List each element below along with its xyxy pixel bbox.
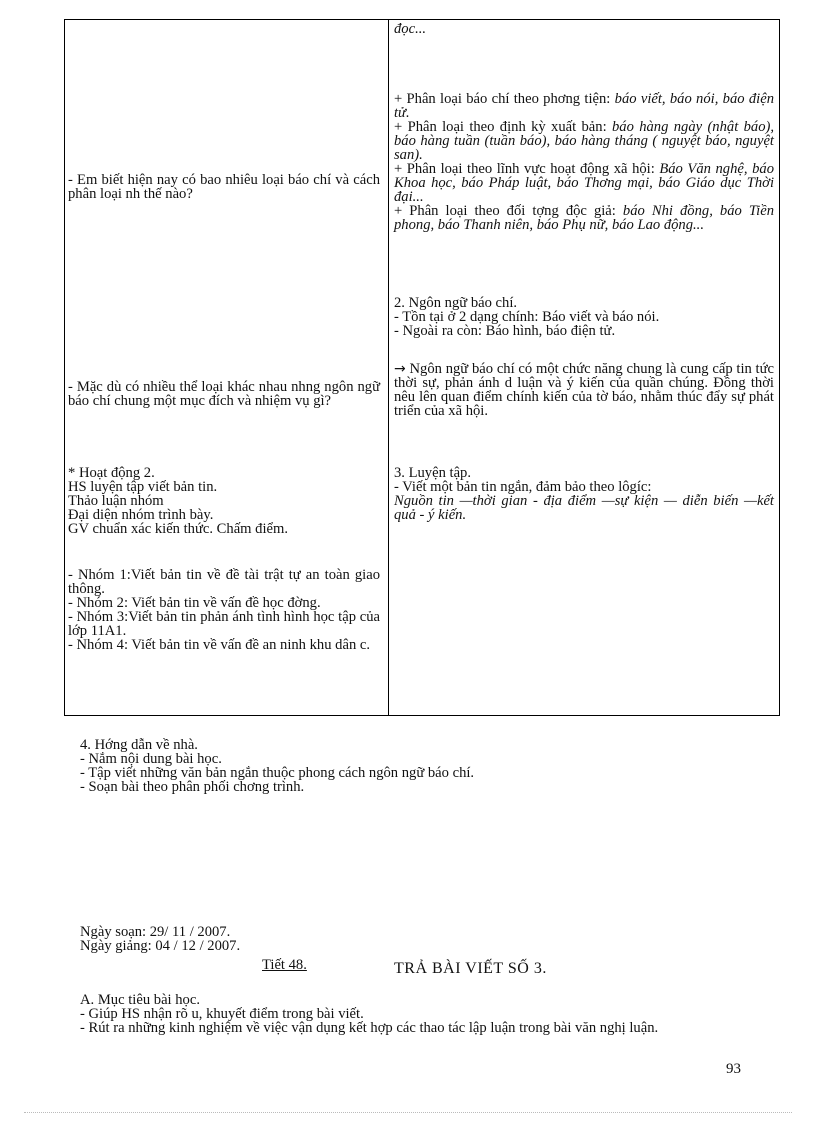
classification-field: + Phân loại theo lĩnh vực hoạt động xã hội: Báo Văn nghệ, báo Khoa học, báo Pháp luật, báo Thơng mại, báo Giáo dục Thời đại... bbox=[394, 161, 774, 205]
table-column-divider bbox=[388, 19, 389, 716]
page-bottom-border bbox=[24, 1112, 792, 1113]
question-newspaper-types: - Em biết hiện nay có bao nhiêu loại báo chí và cách phân loại nh thế nào? bbox=[68, 172, 380, 202]
section-2-title: 2. Ngôn ngữ báo chí. bbox=[394, 295, 518, 311]
lesson-number: Tiết 48. bbox=[262, 957, 307, 973]
goals-title: A. Mục tiêu bài học. bbox=[80, 992, 200, 1008]
list-item: - Tập viết những văn bản ngắn thuộc phong cách ngôn ngữ báo chí. bbox=[80, 765, 475, 781]
list-item: - Soạn bài theo phân phối chơng trình. bbox=[80, 779, 305, 795]
section-3-practice bbox=[394, 466, 774, 522]
lesson-title: TRẢ BÀI VIẾT SỐ 3. bbox=[394, 960, 547, 977]
homework-title: 4. Hớng dẫn về nhà. bbox=[80, 737, 198, 753]
list-item: - Giúp HS nhận rõ u, khuyết điểm trong bài viết. bbox=[80, 1006, 364, 1022]
list-item: - Nhóm 3:Viết bản tin phản ánh tình hình học tập của lớp 11A1. bbox=[68, 609, 380, 639]
classification-frequency: + Phân loại theo định kỳ xuất bản: báo hàng ngày (nhật báo), báo hàng tuần (tuần báo), báo hàng tháng ( nguyệt báo, nguyệt san). bbox=[394, 119, 774, 163]
prep-date: Ngày soạn: 29/ 11 / 2007. bbox=[80, 924, 231, 940]
homework-section bbox=[80, 738, 474, 794]
goals-section bbox=[80, 993, 752, 1035]
page-number: 93 bbox=[726, 1061, 741, 1077]
arrow-right-icon: → bbox=[394, 361, 406, 377]
group-assignments bbox=[68, 568, 380, 652]
section-3-title: 3. Luyện tập. bbox=[394, 465, 472, 481]
answer-newspaper-classification bbox=[394, 92, 774, 232]
answer-common-function: → Ngôn ngữ báo chí có một chức năng chung là cung cấp tin tức thời sự, phản ánh d luận và ý kiến của quần chúng. Đồng thời nêu lên quan điểm chính kiến của tờ báo, nhằm thúc đẩy sự phát triển của xã hội. bbox=[394, 361, 775, 419]
activity-2: * Hoạt động 2. HS luyện tập viết bản tin. Thảo luận nhóm Đại diện nhóm trình bày. GV chuẩn xác kiến thức. Chấm điểm. bbox=[68, 465, 289, 537]
section-3-line-2: Nguồn tin —thời gian - địa điểm —sự kiện — diễn biến —kết quả - ý kiến. bbox=[394, 493, 774, 523]
section-2-line-2: - Ngoài ra còn: Báo hình, báo điện tử. bbox=[394, 323, 616, 339]
list-item: - Rút ra những kinh nghiệm về việc vận dụng kết hợp các thao tác lập luận trong bài văn nghị luận. bbox=[80, 1020, 659, 1036]
list-item: - Nhóm 2: Viết bản tin về vấn đề học đờng. bbox=[68, 595, 321, 611]
question-common-purpose: - Mặc dù có nhiều thể loại khác nhau nhng ngôn ngữ báo chí chung một mục đích và nhiệm vụ gì? bbox=[68, 379, 380, 409]
list-item: - Nhóm 4: Viết bản tin về vấn đề an ninh khu dân c. bbox=[68, 637, 371, 653]
section-2-language bbox=[394, 296, 774, 338]
answer-continuation: đọc... bbox=[394, 21, 427, 37]
list-item: - Nhóm 1:Viết bản tin về đề tài trật tự an toàn giao thông. bbox=[68, 567, 380, 597]
section-2-line-1: - Tồn tại ở 2 dạng chính: Báo viết và báo nói. bbox=[394, 309, 660, 325]
classification-medium: + Phân loại báo chí theo phơng tiện: báo viết, báo nói, báo điện tử. bbox=[394, 91, 774, 121]
list-item: - Nắm nội dung bài học. bbox=[80, 751, 222, 767]
teach-date: Ngày giảng: 04 / 12 / 2007. bbox=[80, 938, 241, 954]
classification-readers: + Phân loại theo đối tợng độc giả: báo Nhi đồng, báo Tiền phong, báo Thanh niên, báo Phụ nữ, báo Lao động... bbox=[394, 203, 774, 233]
section-3-line-1: - Viết một bản tin ngắn, đảm bảo theo lôgíc: bbox=[394, 479, 652, 495]
